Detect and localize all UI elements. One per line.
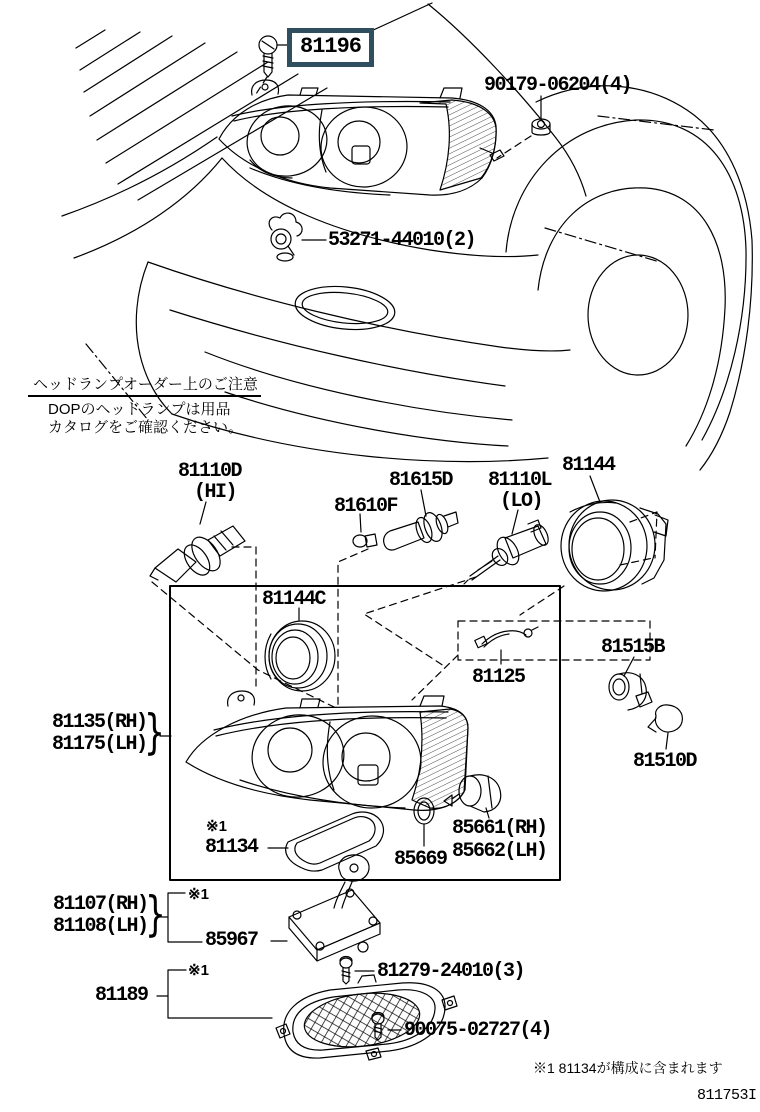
part-callout-90075-02727[interactable]: 90075-02727(4) bbox=[404, 1019, 552, 1042]
part-callout-81107-rh[interactable]: 81107(RH) bbox=[53, 893, 148, 916]
part-callout-81108-lh[interactable]: 81108(LH) bbox=[53, 915, 148, 938]
part-callout-81110d-variant: (HI) bbox=[194, 481, 237, 504]
part-callout-81144c[interactable]: 81144C bbox=[262, 588, 326, 611]
part-callout-81175-lh[interactable]: 81175(LH) bbox=[52, 733, 147, 756]
notice-line1: DOPのヘッドランプは用品 bbox=[48, 401, 231, 418]
seal-81144c-drawing bbox=[265, 621, 335, 691]
part-callout-81279-24010[interactable]: 81279-24010(3) bbox=[377, 960, 525, 983]
ref-marker-81134: ※1 bbox=[206, 818, 227, 835]
part-callout-85662-lh[interactable]: 85662(LH) bbox=[452, 840, 547, 863]
leader-lines bbox=[157, 45, 668, 1030]
bulb-81110l-drawing bbox=[464, 520, 551, 584]
bulb-81510d-drawing bbox=[648, 705, 682, 732]
brace-81135-81175: } bbox=[144, 705, 165, 760]
part-callout-85669[interactable]: 85669 bbox=[394, 848, 447, 871]
part-callout-81110l[interactable]: 81110L bbox=[488, 469, 552, 492]
cover-81189-drawing bbox=[276, 975, 457, 1060]
socket-81515b-drawing bbox=[609, 673, 652, 710]
screw-81279-drawing bbox=[340, 957, 352, 985]
part-callout-90179-06204[interactable]: 90179-06204(4) bbox=[484, 74, 632, 97]
ref-marker-81189: ※1 bbox=[188, 962, 209, 979]
bulb-81110d-drawing bbox=[150, 526, 245, 582]
brace-81107-81108: } bbox=[145, 887, 166, 942]
part-callout-81125[interactable]: 81125 bbox=[472, 666, 525, 689]
part-callout-85967[interactable]: 85967 bbox=[205, 929, 258, 952]
bulb-81610f-drawing bbox=[353, 534, 377, 547]
part-callout-81144[interactable]: 81144 bbox=[562, 454, 615, 477]
part-callout-85661-rh[interactable]: 85661(RH) bbox=[452, 817, 547, 840]
drawing-code: 811753I bbox=[697, 1087, 757, 1104]
part-callout-81134[interactable]: 81134 bbox=[205, 836, 258, 859]
screw-81196-drawing bbox=[259, 36, 277, 77]
notice-title: ヘッドランプオーダー上のご注意 bbox=[33, 376, 258, 393]
wire-81125-drawing bbox=[475, 627, 538, 648]
lens-gasket-81134-drawing bbox=[286, 812, 384, 871]
part-callout-81110d[interactable]: 81110D bbox=[178, 460, 242, 483]
notice-underline bbox=[28, 395, 261, 397]
part-callout-81610f[interactable]: 81610F bbox=[334, 495, 398, 518]
headlamp-unit-drawing bbox=[186, 691, 468, 812]
part-callout-81110l-variant: (LO) bbox=[500, 490, 543, 513]
highlighted-part-box[interactable] bbox=[287, 28, 374, 67]
part-callout-81189[interactable]: 81189 bbox=[95, 984, 148, 1007]
part-callout-81196: 81196 bbox=[300, 34, 362, 59]
part-callout-53271-44010[interactable]: 53271-44010(2) bbox=[328, 229, 476, 252]
ref-marker-85967: ※1 bbox=[188, 886, 209, 903]
part-callout-81135-rh[interactable]: 81135(RH) bbox=[52, 711, 147, 734]
notice-line2: カタログをご確認ください。 bbox=[48, 419, 244, 436]
footnote: ※1 81134が構成に含まれます bbox=[533, 1060, 723, 1076]
part-callout-81515b[interactable]: 81515B bbox=[601, 636, 665, 659]
clip-53271-drawing bbox=[269, 213, 302, 261]
ring-85669-drawing bbox=[414, 798, 434, 824]
ballast-85967-drawing bbox=[289, 855, 380, 961]
part-callout-81615d[interactable]: 81615D bbox=[389, 469, 453, 492]
part-callout-81510d[interactable]: 81510D bbox=[633, 750, 697, 773]
